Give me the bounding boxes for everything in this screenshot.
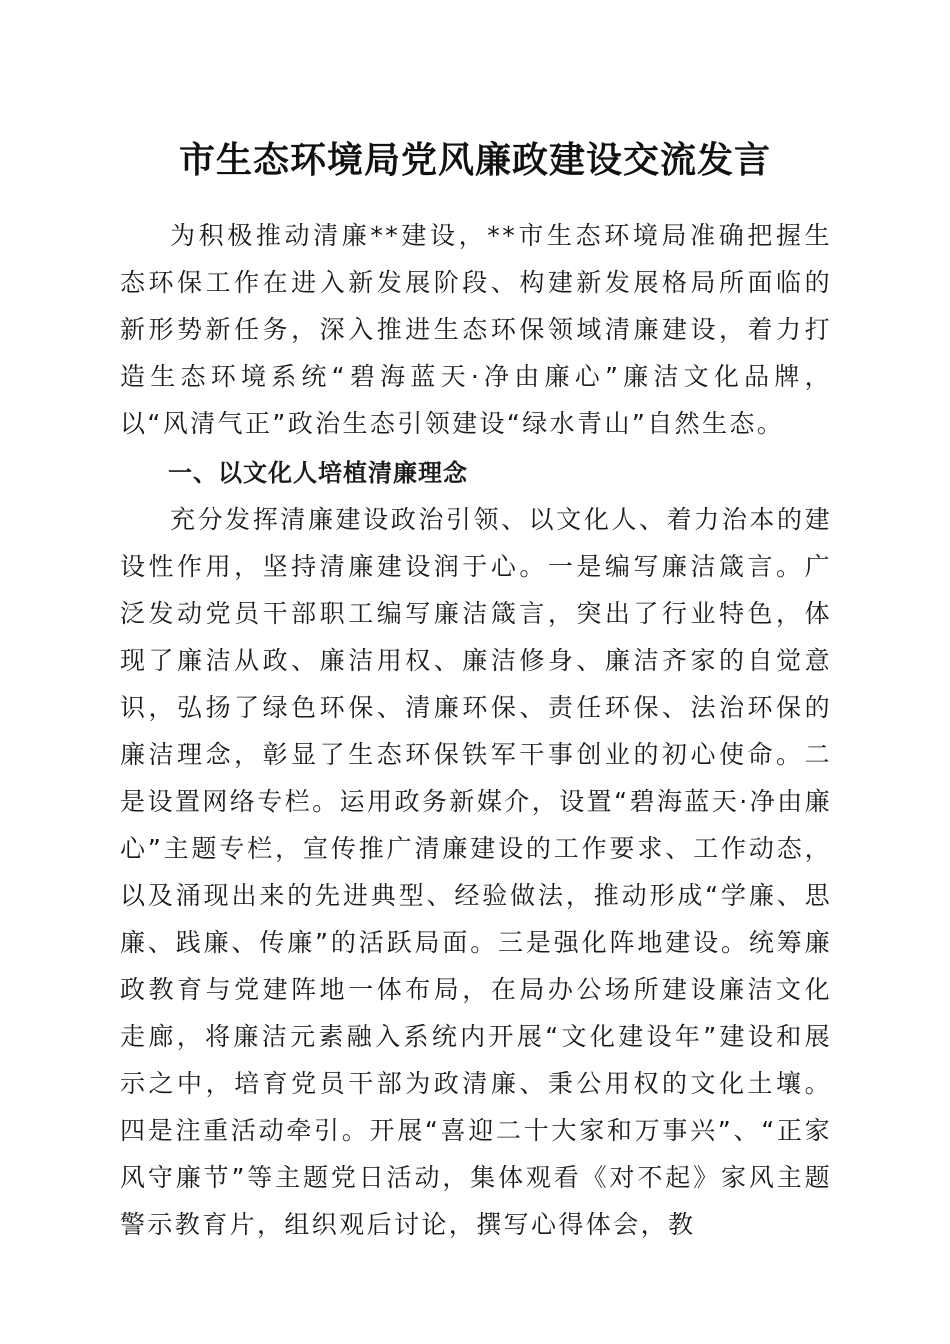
section-body-block [120,496,832,1248]
section-body-paragraph: 充分发挥清廉建设政治引领、以文化人、着力治本的建设性作用，坚持清廉建设润于心。一是编写廉洁箴言。广泛发动党员干部职工编写廉洁箴言，突出了行业特色，体现了廉洁从政、廉洁用权、廉洁修身、廉洁齐家的自觉意识，弘扬了绿色环保、清廉环保、责任环保、法治环保的廉洁理念，彰显了生态环保铁军干事创业的初心使命。二是设置网络专栏。运用政务新媒介，设置“碧海蓝天·净由廉心”主题专栏，宣传推广清廉建设的工作要求、工作动态，以及涌现出来的先进典型、经验做法，推动形成“学廉、思廉、践廉、传廉”的活跃局面。三是强化阵地建设。统筹廉政教育与党建阵地一体布局，在局办公场所建设廉洁文化走廊，将廉洁元素融入系统内开展“文化建设年”建设和展示之中，培育党员干部为政清廉、秉公用权的文化土壤。四是注重活动牵引。开展“喜迎二十大家和万事兴”、“正家风守廉节”等主题党日活动，集体观看《对不起》家风主题警示教育片，组织观后讨论，撰写心得体会，教 [120,505,832,1239]
intro-paragraph-block [120,212,832,447]
section-heading-block [120,450,832,497]
section-heading: 一、以文化人培植清廉理念 [168,459,468,487]
intro-paragraph: 为积极推动清廉**建设，**市生态环境局准确把握生态环保工作在进入新发展阶段、构建新发展格局所面临的新形势新任务，深入推进生态环保领域清廉建设，着力打造生态环境系统“碧海蓝天·净由廉心”廉洁文化品牌，以“风清气正”政治生态引领建设“绿水青山”自然生态。 [120,221,832,438]
document-title: 市生态环境局党风廉政建设交流发言 [178,139,771,181]
